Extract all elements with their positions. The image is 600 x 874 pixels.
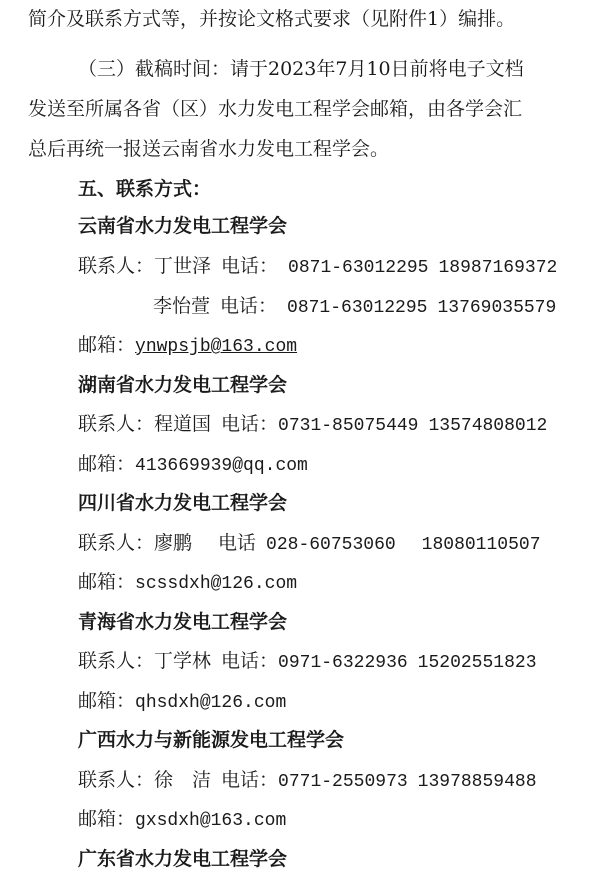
contact-label: 联系人： — [78, 650, 155, 672]
paragraph-tail: 简介及联系方式等，并按论文格式要求（见附件1）编排。 — [28, 8, 516, 30]
email-label: 邮箱： — [78, 808, 136, 830]
phone-number: 0871-63012295 — [288, 258, 429, 278]
email-row-guangxi — [78, 806, 286, 834]
society-name-hunan: 湖南省水力发电工程学会 — [78, 374, 288, 396]
contact-label: 联系人： — [78, 413, 155, 435]
society-name-guangxi: 广西水力与新能源发电工程学会 — [78, 729, 345, 751]
phone-label: 电话： — [221, 650, 279, 672]
contact-person: 丁世泽 — [154, 255, 212, 277]
contact-person: 廖鹏 — [154, 532, 193, 554]
section-title: 五、联系方式： — [78, 178, 212, 200]
email-address: gxsdxh@163.com — [135, 811, 287, 831]
phone-number: 028-60753060 — [266, 535, 396, 555]
contact-label: 联系人： — [78, 255, 155, 277]
email-label: 邮箱： — [78, 690, 136, 712]
contact-person: 程道国 — [154, 413, 212, 435]
society-name-yunnan: 云南省水力发电工程学会 — [78, 215, 288, 237]
phone-number: 0731-85075449 — [278, 416, 419, 436]
deadline-paragraph-line-1: （三）截稿时间：请于2023年7月10日前将电子文档 — [78, 58, 524, 80]
deadline-paragraph-line-2: 发送至所属各省（区）水力发电工程学会邮箱，由各学会汇 — [28, 98, 523, 120]
society-name-sichuan: 四川省水力发电工程学会 — [78, 492, 288, 514]
mobile-number: 15202551823 — [417, 653, 537, 673]
contact-label: 联系人： — [78, 532, 155, 554]
email-address: 413669939@qq.com — [135, 456, 308, 476]
contact-row-hunan — [78, 411, 547, 439]
mobile-number: 13769035579 — [437, 298, 557, 318]
contact-row-guangxi — [78, 767, 537, 795]
mobile-number: 13574808012 — [428, 416, 548, 436]
phone-number: 0771-2550973 — [278, 772, 408, 792]
contact-row-yunnan-1 — [78, 253, 557, 281]
contact-row-yunnan-2 — [153, 293, 556, 321]
phone-label: 电话： — [221, 255, 279, 277]
email-label: 邮箱： — [78, 571, 136, 593]
contact-row-qinghai — [78, 648, 537, 676]
phone-label: 电话： — [221, 413, 279, 435]
contact-person: 李怡萱 — [153, 295, 211, 317]
mobile-number: 18080110507 — [421, 535, 541, 555]
mobile-number: 18987169372 — [438, 258, 558, 278]
email-address: scssdxh@126.com — [135, 574, 298, 594]
mobile-number: 13978859488 — [417, 772, 537, 792]
email-label: 邮箱： — [78, 334, 136, 356]
email-link[interactable]: ynwpsjb@163.com — [135, 337, 298, 357]
phone-label: 电话： — [221, 769, 279, 791]
email-row-qinghai — [78, 688, 286, 716]
email-row-yunnan — [78, 332, 297, 360]
society-name-guangdong: 广东省水力发电工程学会 — [78, 848, 288, 870]
email-row-sichuan — [78, 569, 297, 597]
phone-label: 电话： — [220, 295, 278, 317]
contact-person: 徐 洁 — [154, 769, 212, 791]
contact-person: 丁学林 — [154, 650, 212, 672]
deadline-paragraph-line-3: 总后再统一报送云南省水力发电工程学会。 — [28, 138, 390, 160]
contact-row-sichuan — [78, 530, 541, 558]
email-address: qhsdxh@126.com — [135, 693, 287, 713]
phone-label: 电话 — [218, 532, 257, 554]
email-row-hunan — [78, 451, 308, 479]
phone-number: 0971-6322936 — [278, 653, 408, 673]
society-name-qinghai: 青海省水力发电工程学会 — [78, 611, 288, 633]
phone-number: 0871-63012295 — [287, 298, 428, 318]
contact-label: 联系人： — [78, 769, 155, 791]
email-label: 邮箱： — [78, 453, 136, 475]
